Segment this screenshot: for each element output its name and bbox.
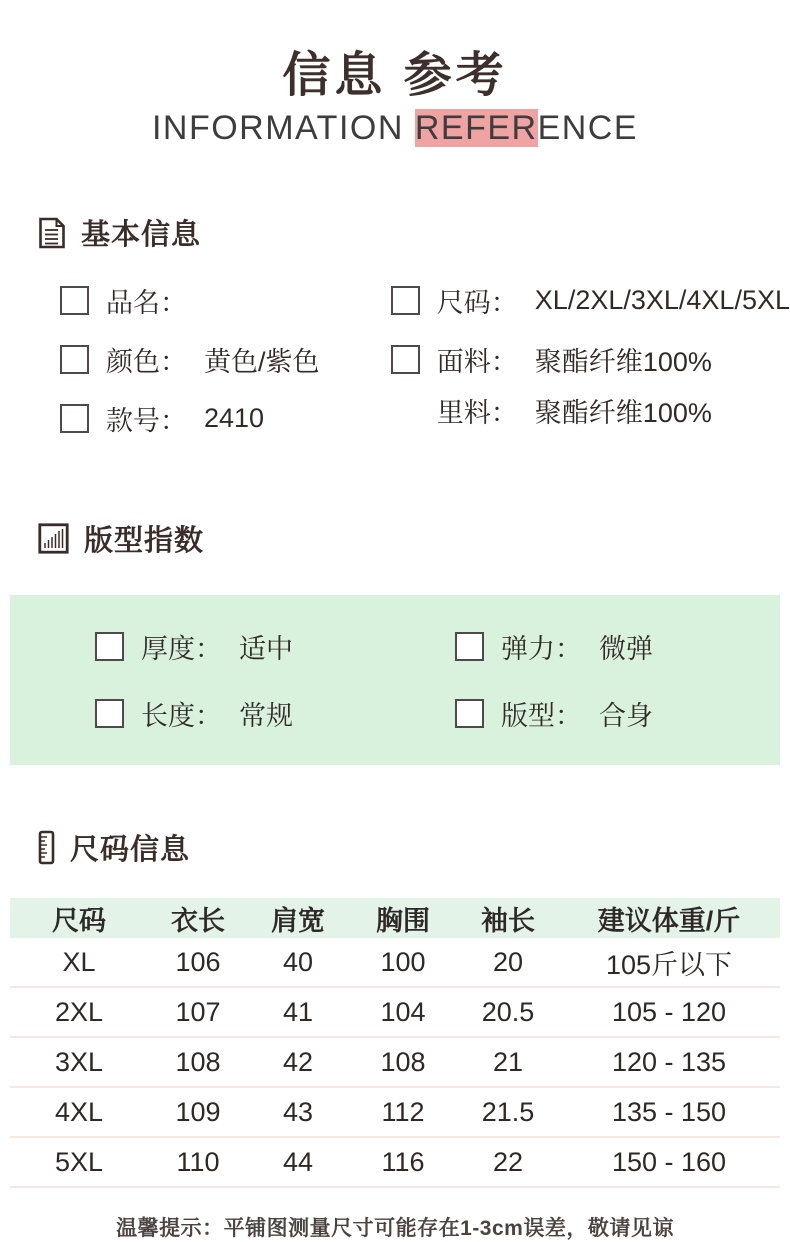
fit-item-thickness	[95, 627, 455, 666]
table-cell: 22	[458, 1137, 558, 1187]
fit-label: 弹力：	[501, 634, 582, 665]
column-header: 肩宽	[248, 898, 348, 938]
size-table-header-row	[10, 898, 780, 938]
table-cell: 108	[148, 1037, 248, 1087]
basic-info-left-column	[60, 281, 391, 458]
fit-label: 厚度：	[141, 634, 222, 665]
size-table	[10, 898, 780, 1188]
checkbox-icon	[391, 286, 420, 315]
info-label: 面料：	[436, 347, 518, 378]
ruler-icon	[38, 830, 55, 865]
info-value: 聚酯纤维100%	[534, 347, 712, 378]
checkbox-icon	[455, 699, 484, 728]
table-cell: 44	[248, 1137, 348, 1187]
info-line-lining	[391, 391, 790, 430]
info-value: XL/2XL/3XL/4XL/5XL	[534, 285, 790, 316]
fit-item-length	[95, 694, 455, 733]
table-cell: 107	[148, 987, 248, 1037]
table-cell: 104	[348, 987, 458, 1037]
table-cell: 43	[248, 1087, 348, 1137]
fit-value: 适中	[239, 634, 293, 665]
subtitle-highlight: REFER	[414, 108, 538, 147]
table-cell: 135 - 150	[558, 1087, 780, 1137]
table-cell: 100	[348, 938, 458, 987]
page-subtitle	[0, 108, 790, 147]
table-cell: 105 - 120	[558, 987, 780, 1037]
page-title: 信息 参考	[282, 49, 508, 102]
table-cell: 112	[348, 1087, 458, 1137]
table-cell: 110	[148, 1137, 248, 1187]
checkbox-icon	[95, 632, 124, 661]
column-header: 袖长	[458, 898, 558, 938]
info-value: 2410	[204, 403, 265, 434]
document-icon	[38, 217, 66, 249]
fit-index-header	[38, 518, 790, 559]
info-row-sizes	[391, 281, 790, 320]
table-row	[10, 1037, 780, 1087]
info-row-color	[60, 340, 391, 379]
fit-value: 合身	[599, 701, 653, 732]
table-cell: 2XL	[10, 987, 148, 1037]
table-cell: 120 - 135	[558, 1037, 780, 1087]
table-cell: 21.5	[458, 1087, 558, 1137]
table-cell: XL	[10, 938, 148, 987]
column-header: 尺码	[10, 898, 148, 938]
column-header: 衣长	[148, 898, 248, 938]
table-cell: 42	[248, 1037, 348, 1087]
table-cell: 40	[248, 938, 348, 987]
table-row	[10, 1087, 780, 1137]
table-row	[10, 1137, 780, 1187]
basic-info-title: 基本信息	[81, 219, 202, 252]
info-label: 里料：	[436, 398, 518, 429]
table-row	[10, 987, 780, 1037]
fit-item-elasticity	[455, 627, 780, 666]
info-label: 颜色：	[106, 347, 187, 378]
fit-value: 常规	[239, 701, 293, 732]
table-cell: 41	[248, 987, 348, 1037]
fit-label: 版型：	[501, 701, 582, 732]
column-header: 建议体重/斤	[558, 898, 780, 938]
subtitle-suffix: ENCE	[537, 108, 639, 147]
info-row-fabric-lining	[391, 340, 790, 430]
fit-index-title: 版型指数	[84, 525, 205, 558]
table-cell: 21	[458, 1037, 558, 1087]
info-value: 黄色/紫色	[204, 347, 320, 378]
column-header: 胸围	[348, 898, 458, 938]
page-header	[0, 0, 790, 146]
checkbox-icon	[455, 632, 484, 661]
bar-chart-icon	[38, 523, 69, 554]
table-cell: 20.5	[458, 987, 558, 1037]
checkbox-icon	[60, 286, 89, 315]
table-cell: 150 - 160	[558, 1137, 780, 1187]
table-cell: 5XL	[10, 1137, 148, 1187]
table-cell: 109	[148, 1087, 248, 1137]
fit-index-box	[10, 595, 780, 765]
table-cell: 108	[348, 1037, 458, 1087]
size-info-header	[38, 827, 790, 868]
checkbox-icon	[95, 699, 124, 728]
basic-info-right-column	[391, 281, 790, 458]
subtitle-prefix: INFORMATION	[151, 108, 415, 147]
info-label: 尺码：	[436, 288, 518, 319]
table-cell: 20	[458, 938, 558, 987]
basic-info-grid	[60, 281, 790, 458]
info-line-fabric	[391, 340, 790, 379]
info-label: 品名：	[106, 288, 187, 319]
fit-value: 微弹	[599, 634, 653, 665]
table-cell: 116	[348, 1137, 458, 1187]
footer-note: 温馨提示：平铺图测量尺寸可能存在1-3cm误差，敬请见谅	[116, 1217, 674, 1241]
info-row-product-name	[60, 281, 391, 320]
checkbox-icon	[60, 345, 89, 374]
table-row	[10, 938, 780, 987]
checkbox-icon	[60, 404, 89, 433]
checkbox-icon	[391, 345, 420, 374]
size-table-wrap	[10, 898, 780, 1188]
fit-item-cut	[455, 694, 780, 733]
basic-info-header	[38, 212, 790, 253]
table-cell: 3XL	[10, 1037, 148, 1087]
table-cell: 106	[148, 938, 248, 987]
info-label: 款号：	[106, 406, 187, 437]
size-info-title: 尺码信息	[70, 834, 191, 867]
table-cell: 105斤以下	[558, 938, 780, 987]
fit-label: 长度：	[141, 701, 222, 732]
table-cell: 4XL	[10, 1087, 148, 1137]
info-row-style-number	[60, 399, 391, 438]
info-value: 聚酯纤维100%	[534, 398, 712, 429]
